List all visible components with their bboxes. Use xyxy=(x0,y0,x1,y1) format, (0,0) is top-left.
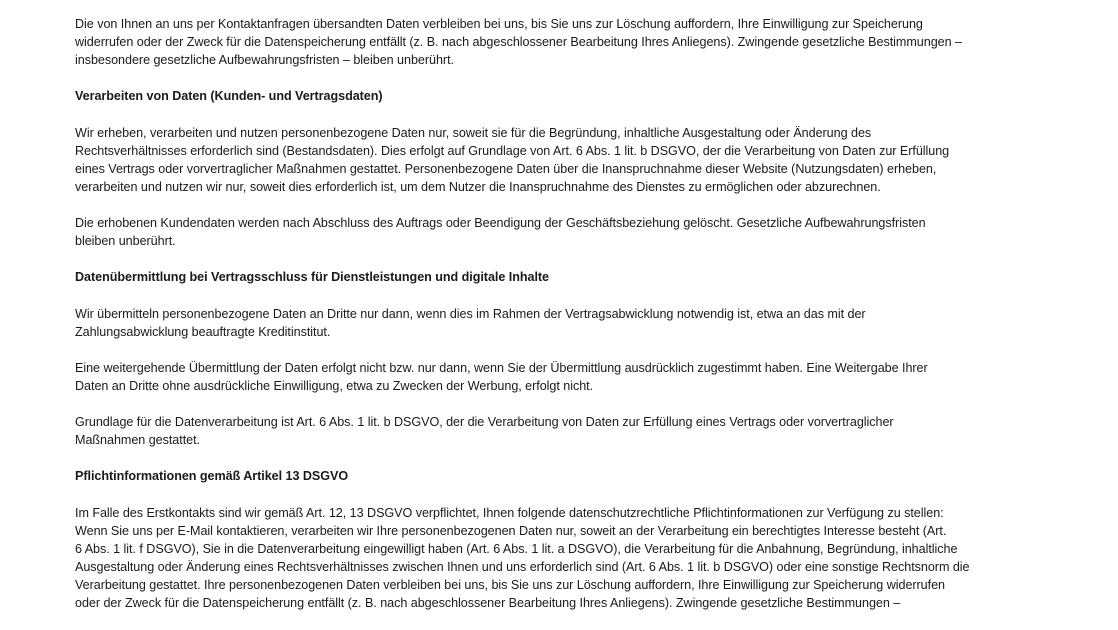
paragraph-third-party-transfer: Wir übermitteln personenbezogene Daten an Dritte nur dann, wenn dies im Rahmen der Vertragsabwicklung notwendig ist, etwa an das mit der Zahlungsabwicklung beauftragte Kreditinstitut. xyxy=(75,306,866,339)
heading-mandatory-information: Pflichtinformationen gemäß Artikel 13 DSGVO xyxy=(75,469,349,484)
paragraph-further-transfer: Eine weitergehende Übermittlung der Daten erfolgt nicht bzw. nur dann, wenn Sie der Übermittlung ausdrücklich zugestimmt haben. Eine Weitergabe Ihrer Daten an Dritte ohne ausdrückliche Einwilligung, etwa zu Zwecken der Werbung, erfolgt nicht. xyxy=(75,360,928,393)
paragraph-first-contact-information: Im Falle des Erstkontakts sind wir gemäß Art. 12, 13 DSGVO verpflichtet, Ihnen folgende datenschutzrechtliche Pflichtinformationen zur Verfügung zu stellen: Wenn Sie uns per E-Mail kontaktieren, verarbeiten wir Ihre personenbezogenen Daten nur, soweit an der Verarbeitung ein berechtigtes Interesse besteht (Art. 6 Abs. 1 lit. f DSGVO), Sie in die Datenverarbeitung eingewilligt haben (Art. 6 Abs. 1 lit. a DSGVO), die Verarbeitung für die Anbahnung, Begründung, inhaltliche Ausgestaltung oder Änderung eines Rechtsverhältnisses zwischen Ihnen und uns erforderlich sind (Art. 6 Abs. 1 lit. b DSGVO) oder eine sonstige Rechtsnorm die Verarbeitung gestattet. Ihre personenbezogenen Daten verbleiben bei uns, bis Sie uns zur Löschung auffordern, Ihre Einwilligung zur Speicherung widerrufen oder der Zweck für die Datenspeicherung entfällt (z. B. nach abgeschlossener Bearbeitung Ihres Anliegens). Zwingende gesetzliche Bestimmungen – xyxy=(75,505,970,610)
paragraph-legal-basis: Grundlage für die Datenverarbeitung ist Art. 6 Abs. 1 lit. b DSGVO, der die Verarbeitung von Daten zur Erfüllung eines Vertrags oder vorvertraglicher Maßnahmen gestattet. xyxy=(75,415,894,448)
paragraph-contact-data-retention: Die von Ihnen an uns per Kontaktanfragen übersandten Daten verbleiben bei uns, bis Sie uns zur Löschung auffordern, Ihre Einwilligung zur Speicherung widerrufen oder der Zweck für die Datenspeicherung entfällt (z. B. nach abgeschlossener Bearbeitung Ihres Anliegens). Zwingende gesetzliche Bestimmungen – insbesondere gesetzliche Aufbewahrungsfristen – bleiben unberührt. xyxy=(75,17,962,68)
paragraph-customer-data-deletion: Die erhobenen Kundendaten werden nach Abschluss des Auftrags oder Beendigung der Geschäftsbeziehung gelöscht. Gesetzliche Aufbewahrungsfristen bleiben unberührt. xyxy=(75,216,926,249)
paragraph-customer-data-processing: Wir erheben, verarbeiten und nutzen personenbezogene Daten nur, soweit sie für die Begründung, inhaltliche Ausgestaltung oder Änderung des Rechtsverhältnisses erforderlich sind (Bestandsdaten). Dies erfolgt auf Grundlage von Art. 6 Abs. 1 lit. b DSGVO, der die Verarbeitung von Daten zur Erfüllung eines Vertrags oder vorvertraglicher Maßnahmen gestattet. Personenbezogene Daten über die Inanspruchnahme dieser Website (Nutzungsdaten) erheben, verarbeiten und nutzen wir nur, soweit dies erforderlich ist, um dem Nutzer die Inanspruchnahme des Dienstes zu ermöglichen oder abzurechnen. xyxy=(75,125,950,194)
document-page xyxy=(75,15,1065,630)
heading-customer-contract-data: Verarbeiten von Daten (Kunden- und Vertragsdaten) xyxy=(75,89,383,104)
heading-data-transfer-contract: Datenübermittlung bei Vertragsschluss für Dienstleistungen und digitale Inhalte xyxy=(75,270,549,285)
